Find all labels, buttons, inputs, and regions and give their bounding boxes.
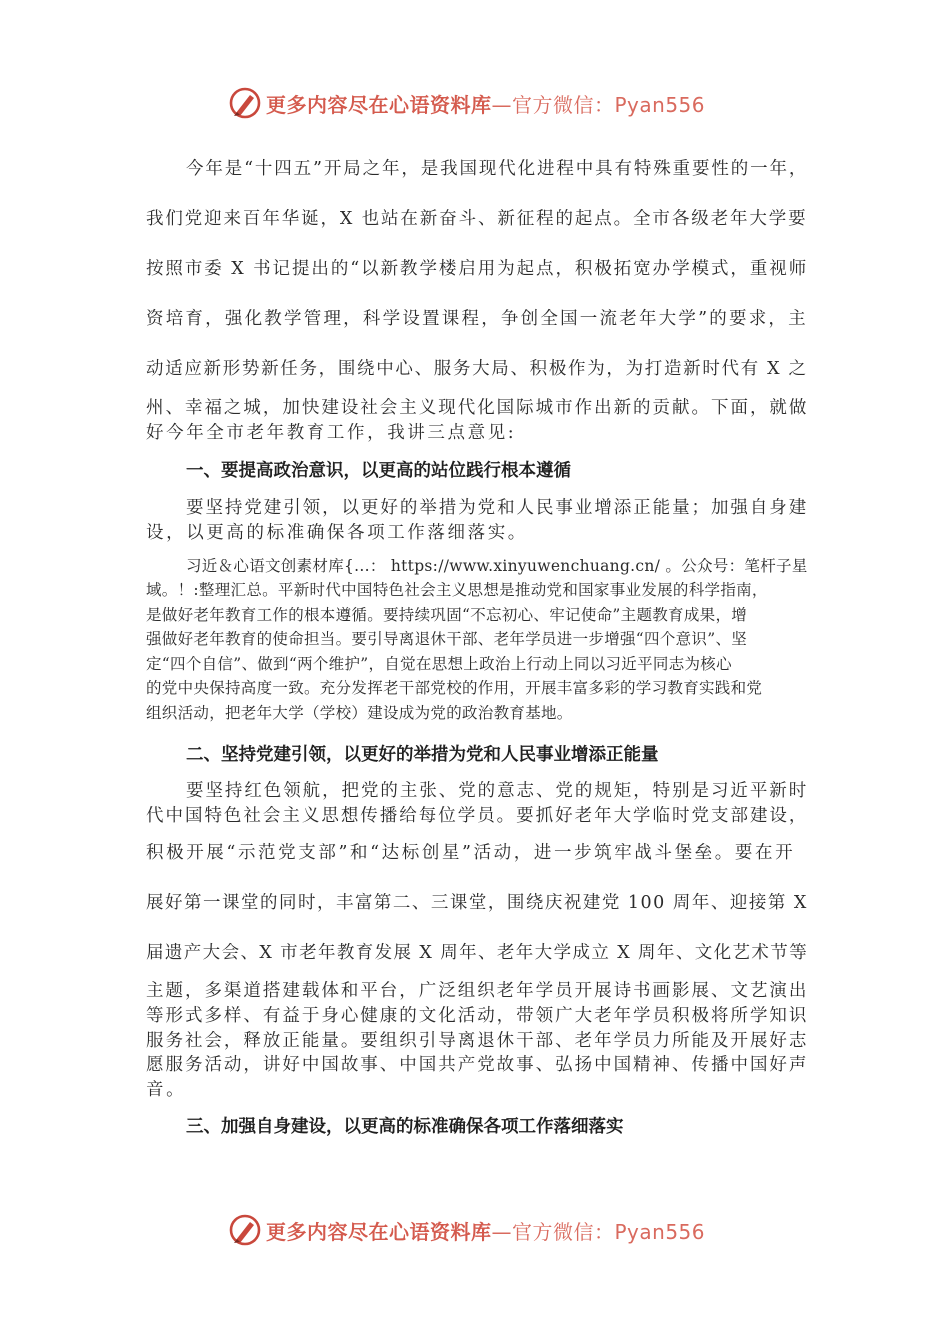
party-line: 积极开展“示范党支部”和“达标创星”活动，进一步筑牢战斗堡垒。要在开 [146, 843, 796, 863]
intro-line: 资培育，强化教学管理，科学设置课程，争创全国一流老年大学”的要求，主 [146, 309, 808, 329]
party-line: 要坚持红色领航，把党的主张、党的意志、党的规矩，特别是习近平新时 [186, 781, 809, 801]
intro-paragraph [146, 155, 808, 445]
party-line: 展好第一课堂的同时，丰富第二、三课堂，围绕庆祝建党 100 周年、迎接第 X [146, 893, 808, 913]
intro-line: 好今年全市老年教育工作，我讲三点意见: [146, 423, 517, 443]
banner-text [266, 1216, 705, 1245]
banner-dash: — [491, 1219, 512, 1244]
guidance-paragraph [146, 554, 808, 734]
summary-paragraph [146, 494, 808, 548]
header-watermark-banner [228, 86, 748, 120]
guidance-line: 域。！:整理汇总。平新时代中国特色社会主义思想是推动党和国家事业发展的科学指南， [146, 581, 768, 599]
party-line: 音。 [146, 1080, 187, 1100]
guidance-line: 习近＆心语文创素材库{...： https://www.xinyuwenchuang.cn/ 。公众号：笔杆子星 [186, 557, 808, 575]
section-heading-3: 三、加强自身建设，以更高的标准确保各项工作落细落实 [186, 1117, 624, 1137]
intro-line: 按照市委 X 书记提出的“以新教学楼启用为起点，积极拓宽办学模式，重视师 [146, 259, 809, 279]
party-line: 等形式多样、有益于身心健康的文化活动，带领广大老年学员积极将所学知识 [146, 1006, 809, 1026]
banner-dash: — [491, 92, 512, 117]
banner-contact: 官方微信：Pyan556 [512, 1219, 706, 1244]
party-building-paragraph [146, 777, 808, 1103]
intro-line: 州、幸福之城，加快建设社会主义现代化国际城市作出新的贡献。下面，就做 [146, 398, 809, 418]
summary-line: 要坚持党建引领，以更好的举措为党和人民事业增添正能量；加强自身建 [186, 498, 809, 518]
guidance-line: 的党中央保持高度一致。充分发挥老干部党校的作用，开展丰富多彩的学习教育实践和党 [146, 679, 763, 697]
pen-logo-icon [228, 1213, 262, 1247]
footer-watermark-banner [228, 1213, 748, 1247]
guidance-line: 强做好老年教育的使命担当。要引导离退休干部、老年学员进一步增强“四个意识”、坚 [146, 630, 748, 648]
guidance-line: 定“四个自信”、做到“两个维护”，自觉在思想上政治上行动上同以习近平同志为核心 [146, 655, 732, 673]
guidance-line: 是做好老年教育工作的根本遵循。要持续巩固“不忘初心、牢记使命”主题教育成果，增 [146, 606, 748, 624]
party-line: 代中国特色社会主义思想传播给每位学员。要抓好老年大学临时党支部建设， [146, 806, 809, 826]
section-heading-1: 一、要提高政治意识，以更高的站位践行根本遵循 [186, 461, 571, 481]
pen-logo-icon [228, 86, 262, 120]
guidance-line: 组织活动，把老年大学（学校）建设成为党的政治教育基地。 [146, 704, 573, 722]
summary-line: 设，以更高的标准确保各项工作落细落实。 [146, 523, 528, 543]
intro-line: 动适应新形势新任务，围绕中心、服务大局、积极作为，为打造新时代有 X 之 [146, 359, 808, 379]
party-line: 愿服务活动，讲好中国故事、中国共产党故事、弘扬中国精神、传播中国好声 [146, 1055, 809, 1075]
section-heading-2: 二、坚持党建引领，以更好的举措为党和人民事业增添正能量 [186, 745, 659, 765]
party-line: 届遗产大会、X 市老年教育发展 X 周年、老年大学成立 X 周年、文化艺术节等 [146, 943, 809, 963]
party-line: 主题，多渠道搭建载体和平台，广泛组织老年学员开展诗书画影展、文艺演出 [146, 981, 809, 1001]
intro-line: 今年是“十四五”开局之年，是我国现代化进程中具有特殊重要性的一年， [186, 159, 809, 179]
banner-brand: 更多内容尽在心语资料库 [266, 1219, 492, 1244]
banner-brand: 更多内容尽在心语资料库 [266, 92, 492, 117]
party-line: 服务社会，释放正能量。要组织引导离退休干部、老年学员力所能及开展好志 [146, 1031, 809, 1051]
banner-text [266, 89, 705, 118]
intro-line: 我们党迎来百年华诞，X 也站在新奋斗、新征程的起点。全市各级老年大学要 [146, 209, 808, 229]
banner-contact: 官方微信：Pyan556 [512, 92, 706, 117]
